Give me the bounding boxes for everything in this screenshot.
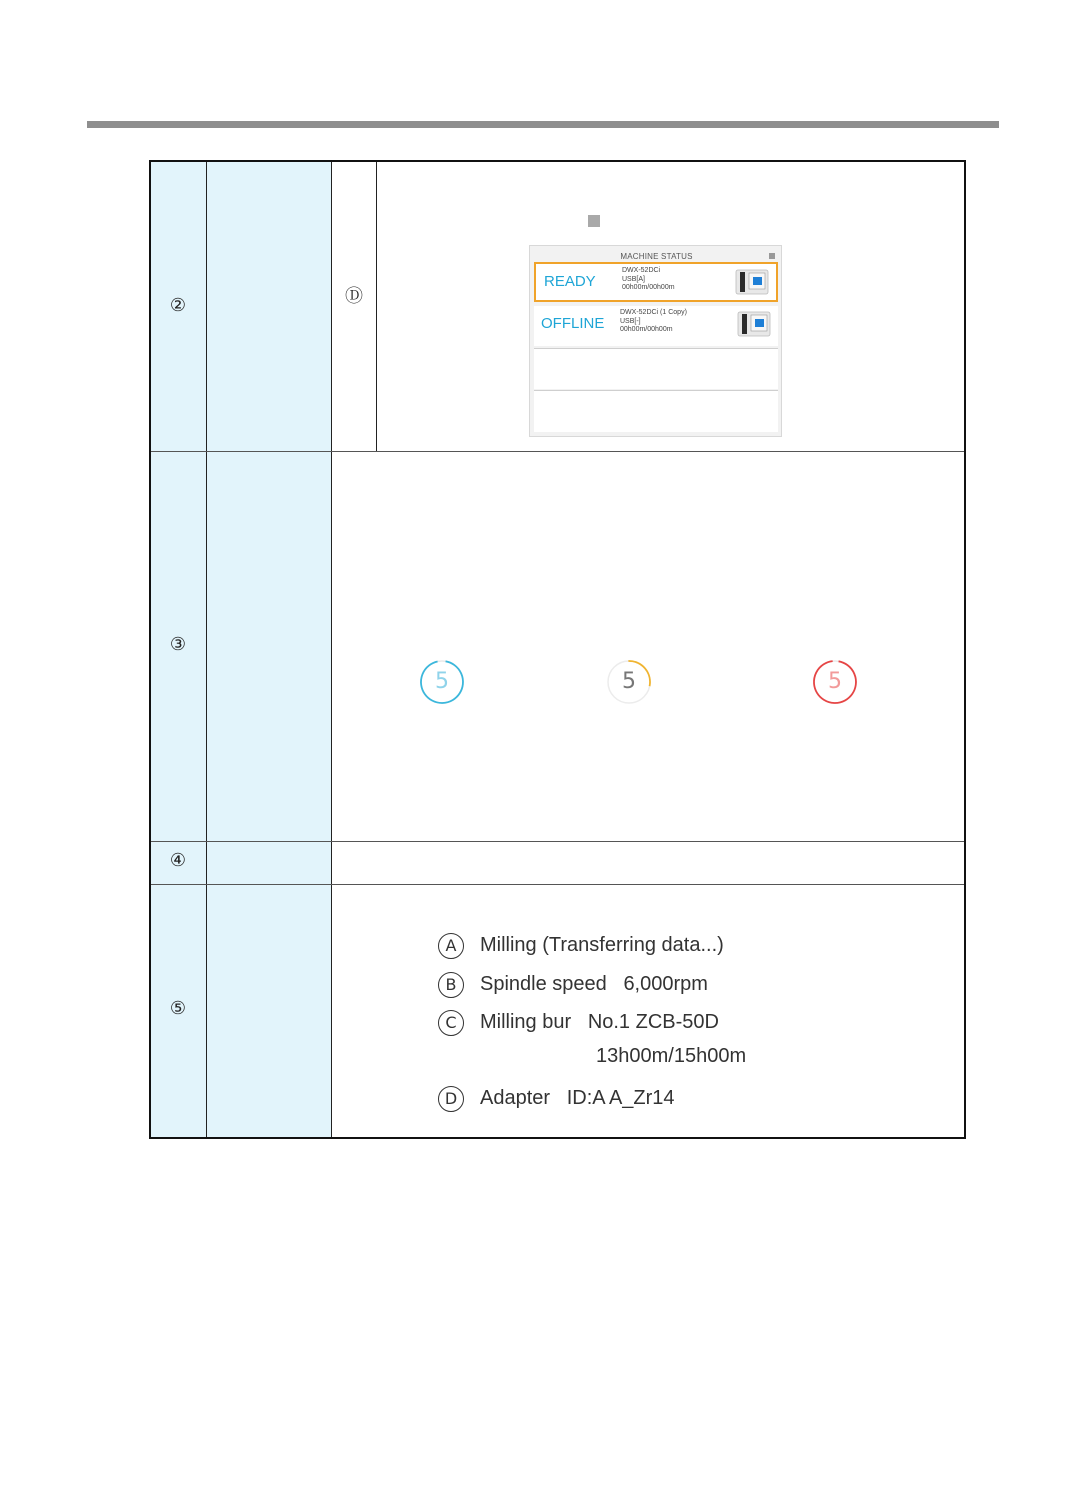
machine-port: USB[A] (622, 275, 645, 283)
milling-machine-icon (736, 311, 772, 337)
machine-port: USB[-] (620, 317, 641, 325)
countdown-value: 5 (622, 669, 636, 694)
machine-state: OFFLINE (541, 315, 605, 332)
countdown-value: 5 (435, 669, 449, 694)
legend-text: Milling (Transferring data...) (480, 934, 724, 956)
legend-letter: C (438, 1010, 464, 1036)
machine-slot-empty[interactable] (534, 348, 778, 389)
machine-slot-empty[interactable] (534, 390, 778, 432)
legend-text: Milling bur No.1 ZCB-50D (480, 1011, 719, 1033)
machine-status-panel (529, 245, 782, 437)
machine-model: DWX-52DCi (1 Copy) (620, 309, 687, 316)
countdown-circle-red (812, 659, 858, 705)
legend-text: Adapter ID:A A_Zr14 (480, 1087, 675, 1109)
machine-model: DWX-52DCi (622, 267, 661, 274)
legend-text: Spindle speed 6,000rpm (480, 973, 708, 995)
legend-letter: D (438, 1086, 464, 1112)
machine-item-offline[interactable] (534, 306, 778, 346)
machine-state: READY (544, 273, 596, 290)
countdown-circle-yellow (606, 659, 652, 705)
row-marker-2: ② (169, 295, 187, 316)
name-column (207, 162, 331, 1137)
status-square-icon (588, 215, 600, 227)
machine-time: 00h00m/00h00m (620, 326, 673, 333)
machine-status-title: MACHINE STATUS (620, 252, 693, 261)
legend-text: 13h00m/15h00m (596, 1045, 747, 1067)
row-marker-4: ④ (169, 850, 187, 871)
row-marker-5: ⑤ (169, 998, 187, 1019)
row-sub-marker-d: Ⓓ (345, 286, 363, 307)
machine-time: 00h00m/00h00m (622, 284, 675, 291)
machine-item-ready[interactable] (534, 262, 778, 302)
legend-letter: B (438, 972, 464, 998)
header-rule (87, 121, 999, 128)
milling-machine-icon (734, 269, 770, 295)
close-icon[interactable] (769, 253, 775, 259)
countdown-value: 5 (828, 669, 842, 694)
legend-letter: A (438, 933, 464, 959)
countdown-circle-blue (419, 659, 465, 705)
row-marker-3: ③ (169, 634, 187, 655)
